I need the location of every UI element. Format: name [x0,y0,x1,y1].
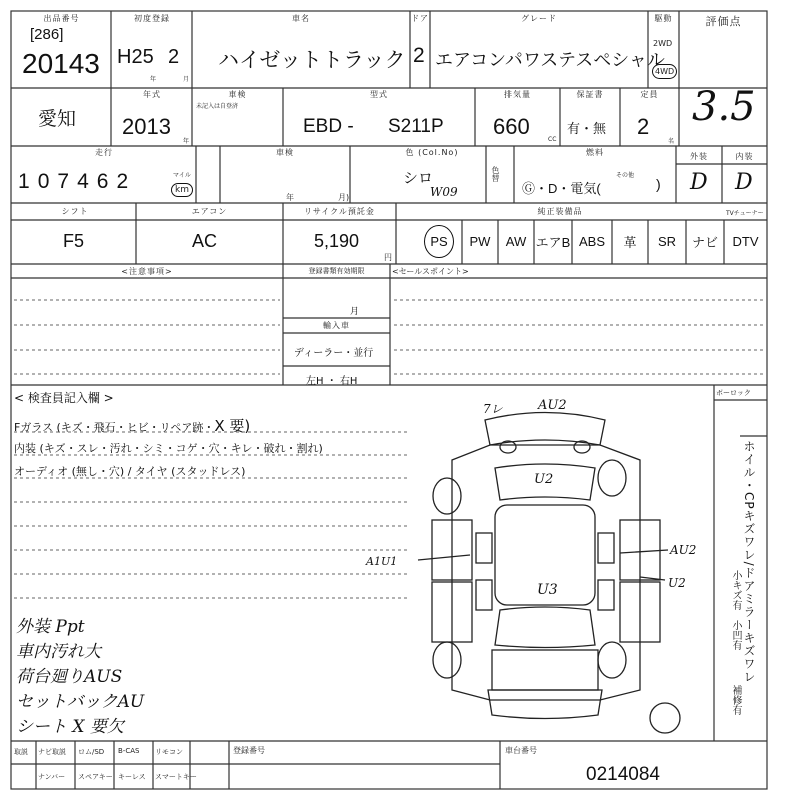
equip-sr: SR [657,233,677,249]
first-reg-nen: 年 [150,76,157,83]
mileage-digit: 6 [96,170,117,193]
footer-navi-manual: ナビ取説 [38,748,66,756]
color-label: 色 (Col.No) [405,148,459,157]
doc-expiry-label: 登録書類有効期限 [308,267,365,275]
handwritten-note: セットバックAU [16,692,145,712]
iro-label: 色替 [491,166,500,182]
equip-dtv: DTV [732,233,759,249]
small-scratch-note: 小キズ有 [730,570,741,610]
color-value: シロ [403,170,434,187]
notes-label: <注意事項> [121,267,173,276]
ac-value: AC [192,231,218,251]
handle-side: 左H ・ 右H [306,376,358,387]
score-label: 評価点 [705,15,742,28]
mile-label: マイル [173,172,191,179]
model-code-label: 型式 [370,90,388,99]
shaken-tsuki: 月) [338,193,350,202]
doc-month: 月 [350,307,360,317]
capacity-unit: 名 [668,138,675,145]
model-year: 2013 [122,114,171,139]
mileage-label: 走行 [95,148,113,157]
exterior-grade: D [690,170,708,195]
first-reg-era-year: H25 [117,46,154,68]
mileage-digits [18,170,136,194]
mileage-digit: 2 [116,170,137,193]
damage-mark: U2 [534,472,554,487]
mileage-digit: 0 [37,170,58,193]
equip-airbag: エアB [535,234,571,250]
footer-bcas: B-CAS [118,747,140,755]
recycle-label: リサイクル預託金 [304,207,375,216]
damage-mark: AU2 [670,543,697,557]
fuel-label: 燃料 [586,148,604,157]
warranty-label: 保証書 [576,90,604,99]
damage-mark: U2 [668,576,686,590]
handwritten-note: 外装 Ppt [16,617,85,637]
footer-rom-sd: ロム/SD [78,748,105,756]
ac-label: エアコン [191,207,228,216]
displacement: 660 [493,114,530,139]
mileage-digit: 7 [57,170,78,193]
warranty-value: 有・無 [567,121,607,136]
equip-leather: 革 [623,234,637,250]
first-reg-tsuki: 月 [183,76,190,83]
damage-mark: AU2 [538,398,567,413]
first-reg-month: 2 [168,46,180,68]
year-unit: 年 [183,138,190,145]
lot-number: 20143 [22,48,100,79]
model-code: S211P [388,116,444,137]
keylock-label: ボーロック [716,389,751,397]
first-registration-label: 初度登録 [134,14,170,23]
capacity-label: 定員 [640,90,659,99]
mileage-digit: 4 [77,170,97,193]
equip-abs: ABS [578,233,605,249]
car-name: ハイゼットトラック [218,49,406,72]
equipment-label: 純正装備品 [537,207,583,216]
chassis-number: 0214084 [586,764,660,785]
drive-2wd: 2WD [653,39,673,48]
equip-aw: AW [505,233,527,249]
shaken-note: 未記入は自登済 [196,103,239,110]
audio-tire-line: オーディオ (無し・穴) / タイヤ (スタッドレス) [14,465,246,478]
score-value: 3.5 [692,84,756,130]
shift-value: F5 [63,231,85,251]
yen-unit: 円 [384,253,392,262]
fuel-close: ) [656,176,661,192]
region: 愛知 [38,109,77,130]
reg-number-label: 登録番号 [233,746,265,755]
glass-mark: X 要) [214,417,251,435]
footer-plate: ナンバー [38,773,66,781]
wheel-mirror-note: ホイル・CPキズワレ/ドアミラーキズワレ [742,440,756,684]
capacity: 2 [637,114,650,139]
interior-label: 内装 [735,152,754,161]
door-count: 2 [413,44,425,67]
mileage-digit: 1 [18,170,38,193]
car-name-label: 車名 [292,14,310,23]
lot-bracket: [286] [30,26,64,43]
damage-mark: U3 [537,582,558,598]
equip-ps [419,222,459,260]
glass-line [14,415,251,435]
equip-ps-circled: PS [424,225,453,258]
interior-line: 内装 (キズ・スレ・汚れ・シミ・コゲ・穴・キレ・破れ・割れ) [14,442,323,455]
handwritten-note: 荷台廻りAUS [16,667,123,687]
inspector-title: < 検査員記入欄 > [14,391,114,405]
grade-value: エアコンパワステスペシャル [435,50,665,70]
fuel-other: その他 [616,172,635,179]
equip-pw: PW [469,233,491,249]
handwritten-note: シート X 要欠 [16,717,124,737]
shaken-nen: 年 [286,193,294,202]
footer-spare-key: スペアキー [78,773,113,781]
displacement-label: 排気量 [504,90,531,99]
footer-smart-key: スマートキー [155,773,197,781]
fuel-value: Ⓖ・D・電気( [522,181,601,196]
shift-label: シフト [61,207,89,216]
footer-keyless: キーレス [118,773,146,781]
tv-tuner-label: TVチューナー [726,210,764,217]
model-prefix: EBD - [303,116,354,137]
damage-mark: 7レ [483,402,503,416]
footer-manual: 取説 [14,748,28,756]
chassis-number-label: 車台番号 [505,746,537,755]
mileage-unit-circled: km [171,183,193,197]
handwritten-note: 車内汚れ大 [16,642,101,662]
interior-grade: D [735,170,753,195]
equip-navi: ナビ [691,234,718,250]
sales-point-label: <セールスポイント> [392,267,469,276]
shaken-label-2: 車検 [228,90,247,99]
drive-label: 駆動 [654,14,673,23]
exterior-label: 外装 [690,152,708,161]
dealer-parallel: ディーラー・並行 [294,348,374,359]
recycle-fee: 5,190 [314,231,360,251]
shaken-label: 車検 [276,148,294,157]
import-label: 輸入車 [323,321,350,330]
drive-4wd-circled: 4WD [652,64,677,79]
small-dent-note: 小凹有 [730,620,741,650]
grade-label: グレード [521,14,557,23]
doors-label: ドア [411,14,429,23]
footer-remote: リモコン [155,748,183,756]
damage-mark: A1U1 [366,555,398,568]
lot-number-label: 出品番号 [43,14,80,23]
cc-unit: CC [548,136,557,143]
repair-note: 補修有 [730,685,741,715]
color-code: W09 [430,185,458,199]
glass-text: Fガラス (キズ・飛石・ヒビ・リペア跡・ [14,421,215,434]
year-label: 年式 [143,90,161,99]
